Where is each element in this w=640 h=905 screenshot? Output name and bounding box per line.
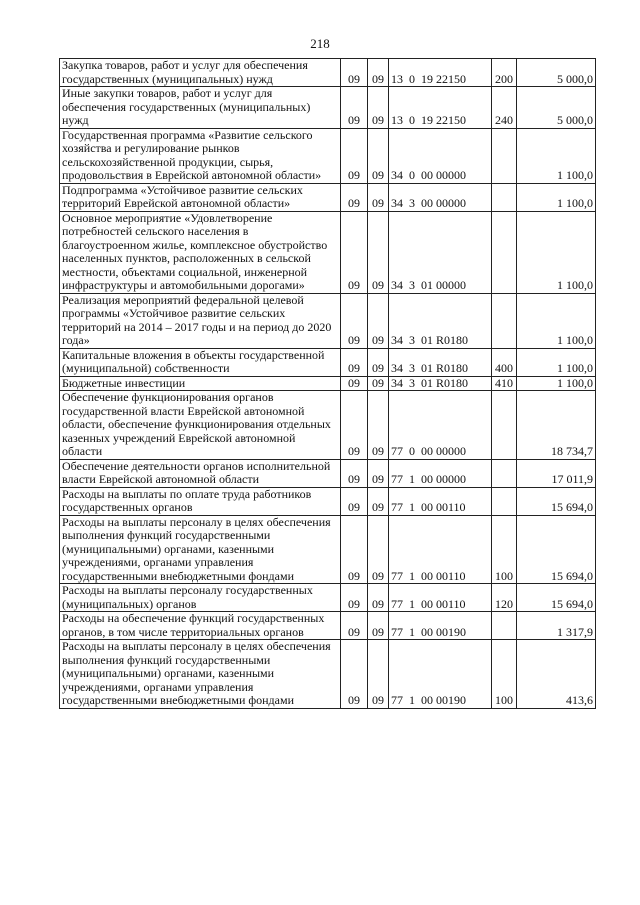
cell-target-article: 34 3 00 00000 [389, 183, 492, 211]
cell-section: 09 [341, 293, 368, 348]
cell-target-article: 34 3 01 R0180 [389, 376, 492, 391]
cell-amount: 413,6 [517, 640, 596, 709]
cell-expense-type [492, 128, 517, 183]
cell-section: 09 [341, 612, 368, 640]
cell-target-article: 77 1 00 00190 [389, 640, 492, 709]
cell-amount: 1 100,0 [517, 293, 596, 348]
table-row [60, 128, 596, 183]
cell-subsection: 09 [368, 59, 389, 87]
cell-target-article: 34 3 01 00000 [389, 211, 492, 293]
table-row [60, 183, 596, 211]
table-row [60, 293, 596, 348]
cell-name: Закупка товаров, работ и услуг для обеспечения государственных (муниципальных) нужд [60, 59, 341, 87]
cell-expense-type: 100 [492, 515, 517, 584]
table-row [60, 87, 596, 129]
cell-amount: 1 100,0 [517, 183, 596, 211]
table-row [60, 584, 596, 612]
cell-name: Иные закупки товаров, работ и услуг для обеспечения государственных (муниципальных) нужд [60, 87, 341, 129]
table-row [60, 59, 596, 87]
cell-target-article: 13 0 19 22150 [389, 59, 492, 87]
cell-amount: 15 694,0 [517, 515, 596, 584]
cell-section: 09 [341, 640, 368, 709]
cell-section: 09 [341, 487, 368, 515]
cell-expense-type: 200 [492, 59, 517, 87]
cell-name: Капитальные вложения в объекты государственной (муниципальной) собственности [60, 348, 341, 376]
table-row [60, 376, 596, 391]
cell-name: Бюджетные инвестиции [60, 376, 341, 391]
cell-section: 09 [341, 87, 368, 129]
table-row [60, 459, 596, 487]
table-row [60, 348, 596, 376]
cell-name: Обеспечение функционирования органов государственной власти Еврейской автономной области, обеспечение функционирования отдельных казенных учреждений Еврейской автономной области [60, 391, 341, 460]
cell-subsection: 09 [368, 584, 389, 612]
cell-name: Расходы на выплаты персоналу в целях обеспечения выполнения функций государственными (муниципальными) органами, казенными учреждениями, органами управления государственными внебюджетными фондами [60, 515, 341, 584]
cell-expense-type [492, 293, 517, 348]
table-row [60, 211, 596, 293]
cell-section: 09 [341, 348, 368, 376]
cell-subsection: 09 [368, 293, 389, 348]
cell-subsection: 09 [368, 211, 389, 293]
cell-name: Расходы на выплаты персоналу в целях обеспечения выполнения функций государственными (муниципальными) органами, казенными учреждениями, органами управления государственными внебюджетными фондами [60, 640, 341, 709]
cell-amount: 1 100,0 [517, 211, 596, 293]
cell-section: 09 [341, 376, 368, 391]
cell-expense-type [492, 459, 517, 487]
cell-name: Подпрограмма «Устойчивое развитие сельских территорий Еврейской автономной области» [60, 183, 341, 211]
cell-target-article: 77 1 00 00110 [389, 584, 492, 612]
cell-amount: 15 694,0 [517, 487, 596, 515]
cell-target-article: 13 0 19 22150 [389, 87, 492, 129]
table-row [60, 612, 596, 640]
cell-target-article: 34 0 00 00000 [389, 128, 492, 183]
cell-section: 09 [341, 515, 368, 584]
cell-expense-type [492, 487, 517, 515]
cell-name: Государственная программа «Развитие сельского хозяйства и регулирование рынков сельскохозяйственной продукции, сырья, продовольствия в Еврейской автономной области» [60, 128, 341, 183]
cell-section: 09 [341, 391, 368, 460]
cell-subsection: 09 [368, 128, 389, 183]
cell-name: Расходы на выплаты персоналу государственных (муниципальных) органов [60, 584, 341, 612]
table-row [60, 391, 596, 460]
cell-section: 09 [341, 59, 368, 87]
cell-target-article: 77 1 00 00000 [389, 459, 492, 487]
cell-amount: 15 694,0 [517, 584, 596, 612]
table-row [60, 515, 596, 584]
cell-target-article: 77 1 00 00110 [389, 515, 492, 584]
cell-expense-type [492, 612, 517, 640]
cell-expense-type [492, 183, 517, 211]
cell-amount: 18 734,7 [517, 391, 596, 460]
cell-amount: 1 100,0 [517, 376, 596, 391]
cell-expense-type: 410 [492, 376, 517, 391]
cell-amount: 1 100,0 [517, 348, 596, 376]
cell-subsection: 09 [368, 348, 389, 376]
cell-expense-type: 100 [492, 640, 517, 709]
cell-name: Реализация мероприятий федеральной целевой программы «Устойчивое развитие сельских территорий на 2014 – 2017 годы и на период до 2020 года» [60, 293, 341, 348]
page-number: 218 [310, 36, 330, 51]
cell-name: Основное мероприятие «Удовлетворение потребностей сельского населения в благоустроенном жилье, комплексное обустройство населенных пунктов, расположенных в сельской местности, объектами социальной, инженерной инфраструктуры и автомобильными дорогами» [60, 211, 341, 293]
budget-table [59, 58, 596, 709]
cell-subsection: 09 [368, 459, 389, 487]
cell-target-article: 77 1 00 00190 [389, 612, 492, 640]
table-row [60, 487, 596, 515]
cell-target-article: 34 3 01 R0180 [389, 293, 492, 348]
cell-section: 09 [341, 211, 368, 293]
cell-subsection: 09 [368, 183, 389, 211]
budget-table-body [60, 59, 596, 709]
cell-expense-type: 120 [492, 584, 517, 612]
cell-expense-type [492, 211, 517, 293]
cell-amount: 5 000,0 [517, 87, 596, 129]
cell-subsection: 09 [368, 391, 389, 460]
cell-expense-type [492, 391, 517, 460]
cell-subsection: 09 [368, 487, 389, 515]
cell-amount: 1 100,0 [517, 128, 596, 183]
cell-subsection: 09 [368, 640, 389, 709]
cell-section: 09 [341, 128, 368, 183]
cell-section: 09 [341, 459, 368, 487]
cell-target-article: 34 3 01 R0180 [389, 348, 492, 376]
cell-name: Обеспечение деятельности органов исполнительной власти Еврейской автономной области [60, 459, 341, 487]
cell-expense-type: 240 [492, 87, 517, 129]
cell-amount: 5 000,0 [517, 59, 596, 87]
cell-expense-type: 400 [492, 348, 517, 376]
table-row [60, 640, 596, 709]
cell-name: Расходы на выплаты по оплате труда работников государственных органов [60, 487, 341, 515]
cell-name: Расходы на обеспечение функций государственных органов, в том числе территориальных органов [60, 612, 341, 640]
cell-target-article: 77 1 00 00110 [389, 487, 492, 515]
cell-section: 09 [341, 183, 368, 211]
cell-amount: 17 011,9 [517, 459, 596, 487]
cell-section: 09 [341, 584, 368, 612]
cell-subsection: 09 [368, 515, 389, 584]
cell-subsection: 09 [368, 376, 389, 391]
cell-amount: 1 317,9 [517, 612, 596, 640]
cell-subsection: 09 [368, 87, 389, 129]
cell-target-article: 77 0 00 00000 [389, 391, 492, 460]
cell-subsection: 09 [368, 612, 389, 640]
